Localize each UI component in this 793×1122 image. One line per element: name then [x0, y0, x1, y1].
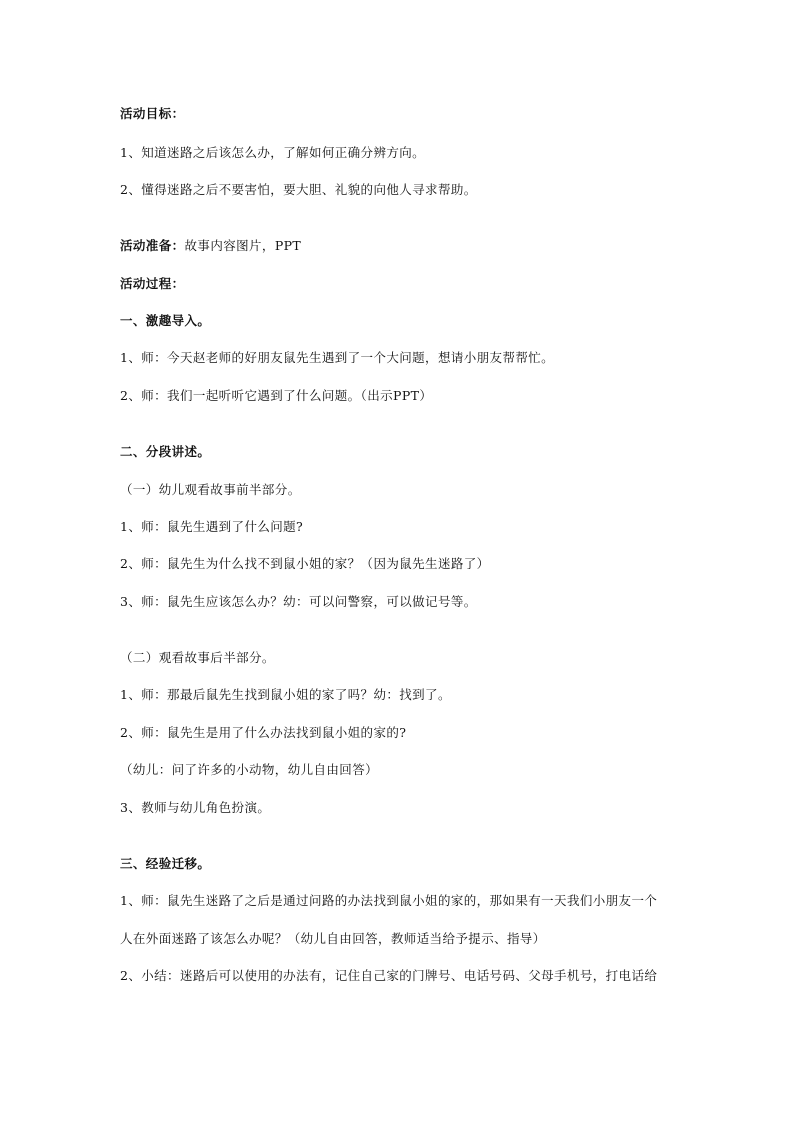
preparation-label: 活动准备： [120, 238, 185, 253]
section-title: 二、分段讲述。 [120, 444, 211, 459]
subsection-title: （一）幼儿观看故事前半部分。 [120, 482, 301, 497]
section-title: 三、经验迁移。 [120, 856, 211, 871]
subsection-title: （二）观看故事后半部分。 [120, 650, 275, 665]
list-item: 1、师：今天赵老师的好朋友鼠先生遇到了一个大问题，想请小朋友帮帮忙。 [120, 350, 555, 365]
section-title: 一、激趣导入。 [120, 313, 211, 328]
list-item: 1、师：那最后鼠先生找到鼠小姐的家了吗？幼：找到了。 [120, 687, 451, 702]
preparation-line [120, 238, 301, 254]
list-item: 3、教师与幼儿角色扮演。 [120, 800, 271, 815]
list-item: 2、师：鼠先生是用了什么办法找到鼠小姐的家的? [120, 725, 407, 740]
preparation-text: 故事内容图片，PPT [184, 238, 302, 253]
goal-item: 1、知道迷路之后该怎么办，了解如何正确分辨方向。 [120, 145, 426, 160]
list-item: 2、师：我们一起听听它遇到了什么问题。（出示PPT） [120, 388, 433, 403]
list-item: 2、师：鼠先生为什么找不到鼠小姐的家？（因为鼠先生迷路了） [120, 556, 490, 571]
goal-item: 2、懂得迷路之后不要害怕，要大胆、礼貌的向他人寻求帮助。 [120, 182, 477, 197]
list-item: 1、师：鼠先生遇到了什么问题? [120, 519, 304, 534]
list-item: 2、小结：迷路后可以使用的办法有，记住自己家的门牌号、电话号码、父母手机号，打电话给 [120, 968, 658, 983]
list-item: 1、师：鼠先生迷路了之后是通过问路的办法找到鼠小姐的家的，那如果有一天我们小朋友一个 [120, 893, 658, 908]
process-heading: 活动过程： [120, 276, 185, 291]
list-item: 人在外面迷路了该怎么办呢？（幼儿自由回答，教师适当给予提示、指导） [120, 931, 546, 946]
list-item: （幼儿：问了许多的小动物，幼儿自由回答） [120, 762, 379, 777]
list-item: 3、师：鼠先生应该怎么办？幼：可以问警察，可以做记号等。 [120, 594, 477, 609]
goals-heading: 活动目标： [120, 106, 185, 121]
